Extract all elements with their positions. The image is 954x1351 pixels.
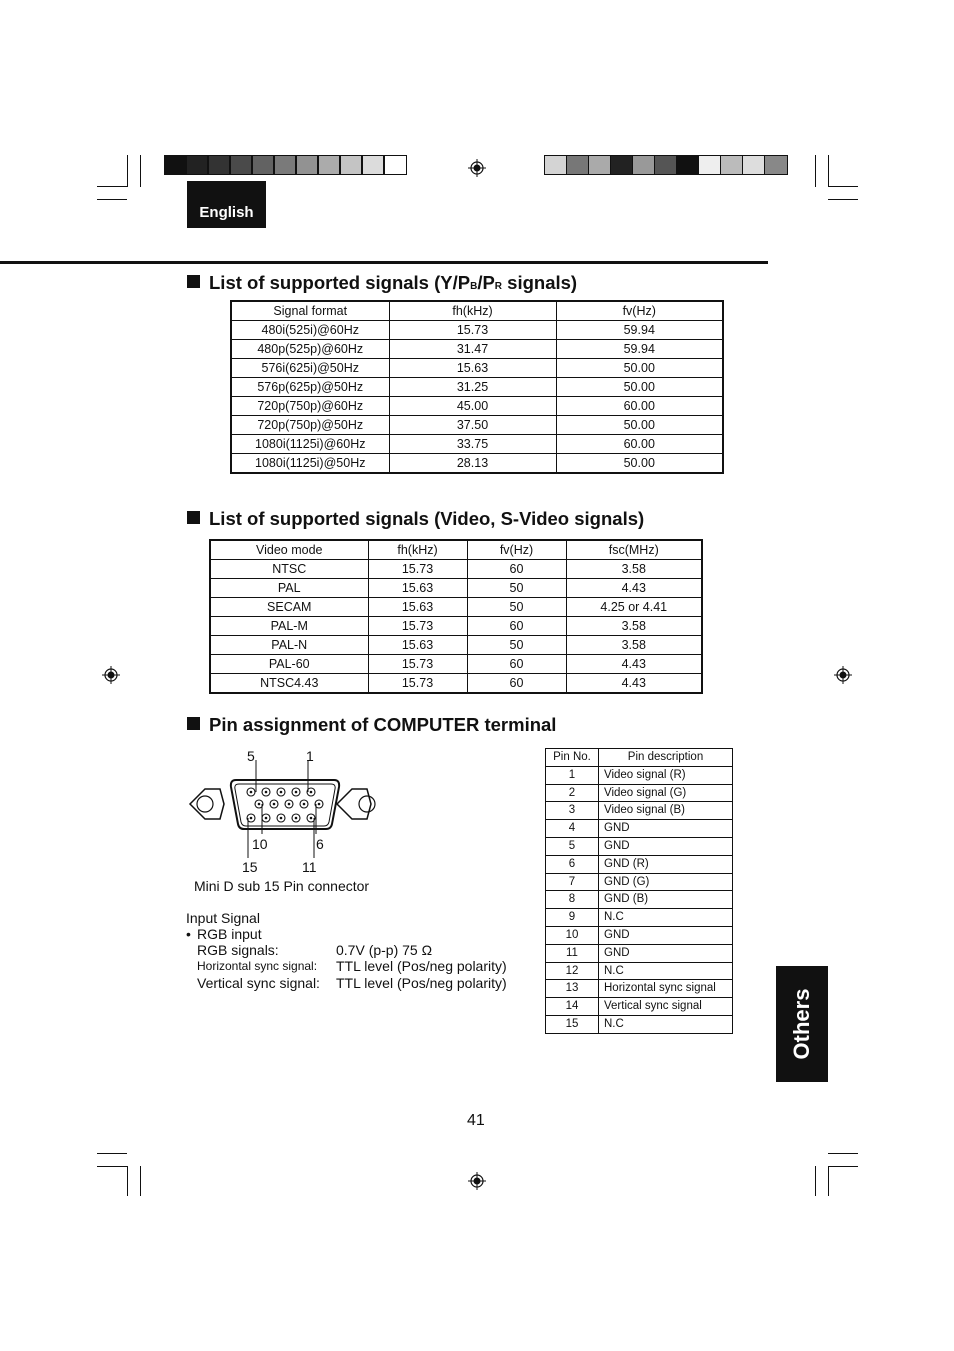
table-cell: 4.43	[566, 579, 702, 598]
table-cell: 5	[546, 837, 599, 855]
table-row	[546, 998, 733, 1016]
table-cell: 10	[546, 926, 599, 944]
table-cell: 31.25	[389, 378, 556, 397]
table-cell: 576i(625i)@50Hz	[231, 359, 389, 378]
table-cell: PAL-N	[210, 636, 368, 655]
table-cell: GND (R)	[599, 855, 733, 873]
table-cell: 576p(625p)@50Hz	[231, 378, 389, 397]
table-cell: 60	[467, 560, 566, 579]
connector-caption: Mini D sub 15 Pin connector	[194, 878, 370, 894]
table-cell: 50.00	[556, 359, 723, 378]
table-row	[546, 802, 733, 820]
table-cell: 50	[467, 579, 566, 598]
table-row	[231, 454, 723, 474]
table-cell: 4	[546, 820, 599, 838]
table-row	[231, 378, 723, 397]
table-cell: 12	[546, 962, 599, 980]
table-cell: 9	[546, 909, 599, 927]
spec-value: TTL level (Pos/neg polarity)	[336, 958, 507, 974]
table-row	[210, 560, 702, 579]
registration-mark-icon	[468, 159, 486, 177]
table-cell: 15	[546, 1015, 599, 1033]
column-header: fv(Hz)	[556, 301, 723, 321]
table-cell: GND (G)	[599, 873, 733, 891]
table-cell: 37.50	[389, 416, 556, 435]
table-cell: 50	[467, 636, 566, 655]
column-header: fv(Hz)	[467, 540, 566, 560]
table-cell: SECAM	[210, 598, 368, 617]
table-row	[546, 766, 733, 784]
table-cell: N.C	[599, 909, 733, 927]
table-row	[231, 359, 723, 378]
pin-label-6: 6	[316, 836, 324, 852]
table-cell: GND (B)	[599, 891, 733, 909]
table-cell: 4.25 or 4.41	[566, 598, 702, 617]
table-cell: 7	[546, 873, 599, 891]
table-cell: Vertical sync signal	[599, 998, 733, 1016]
table-header-row	[546, 749, 733, 767]
dsub15-connector-icon	[186, 746, 386, 876]
table-cell: PAL-60	[210, 655, 368, 674]
table-row	[546, 855, 733, 873]
table-row	[210, 674, 702, 694]
column-header: Video mode	[210, 540, 368, 560]
pin-label-5: 5	[247, 748, 255, 764]
table-row	[546, 1015, 733, 1033]
square-bullet-icon	[187, 275, 200, 288]
table-cell: 6	[546, 855, 599, 873]
table-row	[546, 980, 733, 998]
table-cell: 1080i(1125i)@60Hz	[231, 435, 389, 454]
square-bullet-icon	[187, 717, 200, 730]
spec-value: TTL level (Pos/neg polarity)	[336, 975, 507, 991]
table-row	[546, 820, 733, 838]
table-cell: 15.73	[368, 617, 467, 636]
computer-section-title: Pin assignment of COMPUTER terminal	[187, 714, 556, 736]
table-cell: 720p(750p)@50Hz	[231, 416, 389, 435]
table-header-row	[231, 301, 723, 321]
table-cell: 60.00	[556, 397, 723, 416]
registration-mark-icon	[102, 666, 120, 684]
header-rule	[0, 261, 768, 264]
pin-label-10: 10	[252, 836, 268, 852]
registration-mark-icon	[834, 666, 852, 684]
table-cell: 50.00	[556, 454, 723, 474]
section-side-tab: Others	[776, 966, 828, 1082]
video-section-title: List of supported signals (Video, S-Video signals)	[187, 508, 644, 530]
table-cell: 15.63	[389, 359, 556, 378]
square-bullet-icon	[187, 511, 200, 524]
table-cell: N.C	[599, 1015, 733, 1033]
table-cell: NTSC4.43	[210, 674, 368, 694]
table-cell: 15.63	[368, 598, 467, 617]
column-header: fh(kHz)	[389, 301, 556, 321]
spec-label: RGB signals:	[197, 942, 279, 958]
column-header: Signal format	[231, 301, 389, 321]
table-cell: 59.94	[556, 340, 723, 359]
table-cell: 4.43	[566, 674, 702, 694]
table-cell: 15.63	[368, 579, 467, 598]
table-cell: 50.00	[556, 416, 723, 435]
table-cell: 15.63	[368, 636, 467, 655]
table-row	[210, 598, 702, 617]
table-cell: GND	[599, 837, 733, 855]
ypbpr-section-title: List of supported signals (Y/PB/PR signals)	[187, 272, 577, 294]
table-cell: 480i(525i)@60Hz	[231, 321, 389, 340]
table-row	[210, 636, 702, 655]
pin-assignment-table	[545, 748, 733, 1034]
table-row	[546, 926, 733, 944]
table-cell: 28.13	[389, 454, 556, 474]
pin-label-11: 11	[302, 859, 317, 875]
table-cell: 60	[467, 674, 566, 694]
table-cell: 60	[467, 655, 566, 674]
column-header: Pin description	[599, 749, 733, 767]
table-row	[546, 909, 733, 927]
table-cell: Horizontal sync signal	[599, 980, 733, 998]
table-row	[546, 784, 733, 802]
table-row	[231, 397, 723, 416]
table-row	[546, 837, 733, 855]
table-cell: GND	[599, 944, 733, 962]
table-cell: 15.73	[389, 321, 556, 340]
table-cell: 11	[546, 944, 599, 962]
table-cell: 3.58	[566, 560, 702, 579]
pin-label-15: 15	[242, 859, 258, 875]
table-cell: 720p(750p)@60Hz	[231, 397, 389, 416]
table-row	[210, 579, 702, 598]
table-cell: 3.58	[566, 617, 702, 636]
column-header: fh(kHz)	[368, 540, 467, 560]
table-cell: N.C	[599, 962, 733, 980]
table-cell: Video signal (R)	[599, 766, 733, 784]
table-row	[210, 617, 702, 636]
connector-diagram	[186, 746, 386, 876]
table-cell: 480p(525p)@60Hz	[231, 340, 389, 359]
table-cell: PAL	[210, 579, 368, 598]
table-cell: 59.94	[556, 321, 723, 340]
table-cell: 1080i(1125i)@50Hz	[231, 454, 389, 474]
table-cell: 33.75	[389, 435, 556, 454]
table-cell: 14	[546, 998, 599, 1016]
table-cell: 13	[546, 980, 599, 998]
table-row	[231, 340, 723, 359]
spec-label: Horizontal sync signal:	[197, 959, 318, 973]
table-row	[231, 321, 723, 340]
language-tab: English	[187, 181, 266, 228]
table-header-row	[210, 540, 702, 560]
table-cell: 3	[546, 802, 599, 820]
spec-label: Vertical sync signal:	[197, 975, 320, 991]
table-cell: 15.73	[368, 560, 467, 579]
table-row	[231, 416, 723, 435]
page-number: 41	[467, 1112, 485, 1129]
table-cell: NTSC	[210, 560, 368, 579]
table-cell: 15.73	[368, 655, 467, 674]
table-cell: 31.47	[389, 340, 556, 359]
table-cell: 45.00	[389, 397, 556, 416]
table-cell: 4.43	[566, 655, 702, 674]
table-cell: 15.73	[368, 674, 467, 694]
table-cell: 60.00	[556, 435, 723, 454]
table-cell: 2	[546, 784, 599, 802]
table-cell: GND	[599, 926, 733, 944]
column-header: Pin No.	[546, 749, 599, 767]
table-cell: 3.58	[566, 636, 702, 655]
table-row	[546, 891, 733, 909]
bullet-icon: •	[186, 926, 191, 942]
table-cell: Video signal (B)	[599, 802, 733, 820]
spec-value: 0.7V (p-p) 75 Ω	[336, 942, 433, 958]
table-cell: 50	[467, 598, 566, 617]
table-cell: Video signal (G)	[599, 784, 733, 802]
ypbpr-signal-table	[230, 300, 724, 474]
table-row	[546, 873, 733, 891]
table-cell: 1	[546, 766, 599, 784]
table-row	[546, 962, 733, 980]
table-row	[231, 435, 723, 454]
registration-mark-icon	[468, 1172, 486, 1190]
table-cell: 60	[467, 617, 566, 636]
pin-label-1: 1	[306, 748, 314, 764]
column-header: fsc(MHz)	[566, 540, 702, 560]
table-cell: 8	[546, 891, 599, 909]
rgb-input-label: RGB input	[197, 926, 262, 942]
table-cell: 50.00	[556, 378, 723, 397]
input-signal-title: Input Signal	[186, 910, 260, 926]
table-row	[546, 944, 733, 962]
table-cell: PAL-M	[210, 617, 368, 636]
table-row	[210, 655, 702, 674]
video-signal-table	[209, 539, 703, 694]
table-cell: GND	[599, 820, 733, 838]
